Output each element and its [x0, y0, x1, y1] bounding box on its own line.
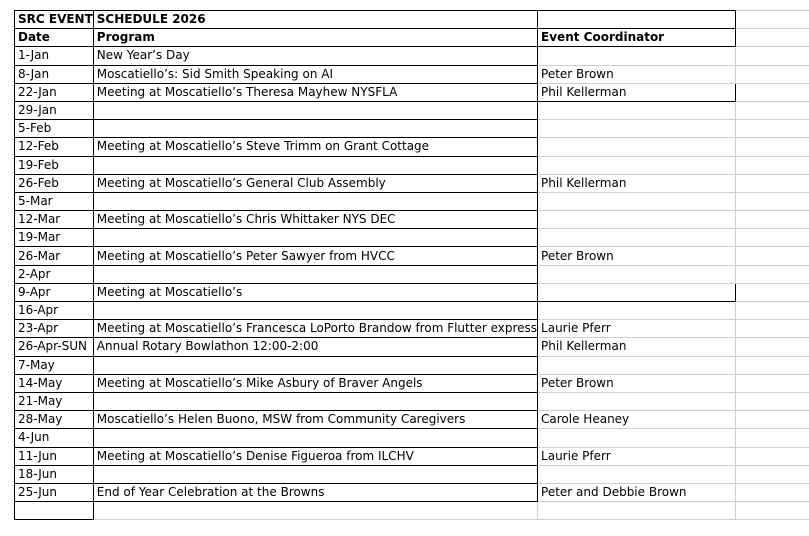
program-cell[interactable]: Moscatiello’s: Sid Smith Speaking on AI	[93, 65, 537, 83]
table-row	[15, 465, 809, 483]
table-row	[15, 247, 809, 265]
date-cell[interactable]: 8-Jan	[15, 65, 94, 83]
table-row	[15, 47, 809, 65]
extra-cell[interactable]	[736, 392, 809, 410]
table-row	[15, 447, 809, 465]
program-cell[interactable]: New Year’s Day	[93, 47, 537, 65]
table-row	[15, 283, 809, 301]
date-cell[interactable]: 5-Feb	[15, 120, 94, 138]
program-cell[interactable]: Meeting at Moscatiello’s Steve Trimm on Grant Cottage	[93, 138, 537, 156]
table-row	[15, 302, 809, 320]
extra-cell[interactable]	[736, 502, 809, 520]
extra-cell[interactable]	[736, 374, 809, 392]
date-cell[interactable]: 5-Mar	[15, 192, 94, 210]
coordinator-cell[interactable]: Phil Kellerman	[538, 338, 736, 356]
extra-cell[interactable]	[736, 283, 809, 301]
coordinator-cell[interactable]	[538, 192, 736, 210]
program-cell[interactable]	[93, 229, 537, 247]
date-cell[interactable]: 21-May	[15, 392, 94, 410]
coordinator-cell[interactable]	[538, 156, 736, 174]
table-row	[15, 265, 809, 283]
date-cell[interactable]: 23-Apr	[15, 320, 94, 338]
extra-cell[interactable]	[736, 192, 809, 210]
extra-cell[interactable]	[736, 47, 809, 65]
date-cell[interactable]: 26-Apr-SUN	[15, 338, 94, 356]
coordinator-cell[interactable]	[538, 211, 736, 229]
table-row	[15, 174, 809, 192]
title-row	[15, 11, 809, 29]
coordinator-cell[interactable]	[538, 502, 736, 520]
date-cell[interactable]: 26-Feb	[15, 174, 94, 192]
program-cell[interactable]: Meeting at Moscatiello’s Peter Sawyer from HVCC	[93, 247, 537, 265]
coordinator-cell[interactable]	[538, 265, 736, 283]
extra-cell[interactable]	[736, 356, 809, 374]
coordinator-cell[interactable]: Carole Heaney	[538, 411, 736, 429]
date-cell[interactable]: 4-Jun	[15, 429, 94, 447]
coordinator-cell[interactable]	[538, 356, 736, 374]
extra-cell[interactable]	[736, 11, 809, 29]
title-cell-a[interactable]: SRC EVENT	[15, 11, 94, 29]
header-coordinator[interactable]: Event Coordinator	[538, 29, 736, 47]
program-cell[interactable]	[93, 502, 537, 520]
table-row	[15, 411, 809, 429]
date-cell[interactable]: 7-May	[15, 356, 94, 374]
program-cell[interactable]: Meeting at Moscatiello’s Chris Whittaker NYS DEC	[93, 211, 537, 229]
coordinator-cell[interactable]: Laurie Pferr	[538, 320, 736, 338]
date-cell[interactable]: 28-May	[15, 411, 94, 429]
program-cell[interactable]: Meeting at Moscatiello’s Denise Figueroa from ILCHV	[93, 447, 537, 465]
program-cell[interactable]: Meeting at Moscatiello’s Theresa Mayhew NYSFLA	[93, 83, 537, 101]
table-row	[15, 356, 809, 374]
table-row	[15, 101, 809, 119]
date-cell[interactable]: 12-Feb	[15, 138, 94, 156]
extra-cell[interactable]	[736, 65, 809, 83]
table-row	[15, 83, 809, 101]
extra-cell[interactable]	[736, 447, 809, 465]
date-cell[interactable]: 25-Jun	[15, 483, 94, 501]
extra-cell[interactable]	[736, 411, 809, 429]
program-cell[interactable]	[93, 465, 537, 483]
coordinator-cell[interactable]	[538, 429, 736, 447]
date-cell[interactable]: 22-Jan	[15, 83, 94, 101]
table-row	[15, 429, 809, 447]
date-cell[interactable]: 11-Jun	[15, 447, 94, 465]
program-cell[interactable]	[93, 429, 537, 447]
coordinator-cell[interactable]	[538, 120, 736, 138]
table-row	[15, 156, 809, 174]
program-cell[interactable]: Meeting at Moscatiello’s	[93, 283, 537, 301]
extra-cell[interactable]	[736, 156, 809, 174]
program-cell[interactable]: Annual Rotary Bowlathon 12:00-2:00	[93, 338, 537, 356]
program-cell[interactable]	[93, 356, 537, 374]
table-row	[15, 65, 809, 83]
date-cell[interactable]	[15, 502, 94, 520]
table-row	[15, 483, 809, 501]
coordinator-cell[interactable]: Peter and Debbie Brown	[538, 483, 736, 501]
table-row	[15, 320, 809, 338]
table-row	[15, 120, 809, 138]
program-cell[interactable]: Meeting at Moscatiello’s Francesca LoPorto Brandow from Flutter express	[93, 320, 537, 338]
table-row	[15, 374, 809, 392]
coordinator-cell[interactable]: Peter Brown	[538, 374, 736, 392]
extra-cell[interactable]	[736, 320, 809, 338]
title-cell-b[interactable]: SCHEDULE 2026	[93, 11, 537, 29]
date-cell[interactable]: 12-Mar	[15, 211, 94, 229]
date-cell[interactable]: 9-Apr	[15, 283, 94, 301]
header-program[interactable]: Program	[93, 29, 537, 47]
extra-cell[interactable]	[736, 302, 809, 320]
extra-cell[interactable]	[736, 229, 809, 247]
coordinator-cell[interactable]	[538, 302, 736, 320]
date-cell[interactable]: 29-Jan	[15, 101, 94, 119]
coordinator-cell[interactable]	[538, 138, 736, 156]
extra-cell[interactable]	[736, 120, 809, 138]
program-cell[interactable]	[93, 265, 537, 283]
extra-cell[interactable]	[736, 265, 809, 283]
extra-cell[interactable]	[736, 338, 809, 356]
program-cell[interactable]: Moscatiello’s Helen Buono, MSW from Community Caregivers	[93, 411, 537, 429]
date-cell[interactable]: 2-Apr	[15, 265, 94, 283]
date-cell[interactable]: 19-Feb	[15, 156, 94, 174]
date-cell[interactable]: 18-Jun	[15, 465, 94, 483]
program-cell[interactable]	[93, 192, 537, 210]
extra-cell[interactable]	[736, 83, 809, 101]
coordinator-cell[interactable]	[538, 392, 736, 410]
coordinator-cell[interactable]: Phil Kellerman	[538, 174, 736, 192]
program-cell[interactable]	[93, 120, 537, 138]
extra-cell[interactable]	[736, 211, 809, 229]
table-row	[15, 211, 809, 229]
date-cell[interactable]: 14-May	[15, 374, 94, 392]
coordinator-cell[interactable]	[538, 283, 736, 301]
extra-cell[interactable]	[736, 483, 809, 501]
table-row	[15, 192, 809, 210]
extra-cell[interactable]	[736, 247, 809, 265]
table-row	[15, 138, 809, 156]
program-cell[interactable]: Meeting at Moscatiello’s Mike Asbury of Braver Angels	[93, 374, 537, 392]
program-cell[interactable]: Meeting at Moscatiello’s General Club Assembly	[93, 174, 537, 192]
extra-cell[interactable]	[736, 101, 809, 119]
date-cell[interactable]: 19-Mar	[15, 229, 94, 247]
date-cell[interactable]: 16-Apr	[15, 302, 94, 320]
coordinator-cell[interactable]: Laurie Pferr	[538, 447, 736, 465]
schedule-sheet	[14, 10, 809, 520]
header-date[interactable]: Date	[15, 29, 94, 47]
table-row	[15, 229, 809, 247]
table-row	[15, 392, 809, 410]
coordinator-cell[interactable]: Peter Brown	[538, 65, 736, 83]
title-cell-c[interactable]	[538, 11, 736, 29]
coordinator-cell[interactable]	[538, 229, 736, 247]
program-cell[interactable]	[93, 302, 537, 320]
date-cell[interactable]: 26-Mar	[15, 247, 94, 265]
coordinator-cell[interactable]	[538, 47, 736, 65]
date-cell[interactable]: 1-Jan	[15, 47, 94, 65]
header-row	[15, 29, 809, 47]
program-cell[interactable]: End of Year Celebration at the Browns	[93, 483, 537, 501]
extra-cell[interactable]	[736, 29, 809, 47]
coordinator-cell[interactable]	[538, 465, 736, 483]
program-cell[interactable]	[93, 101, 537, 119]
coordinator-cell[interactable]: Phil Kellerman	[538, 83, 736, 101]
coordinator-cell[interactable]: Peter Brown	[538, 247, 736, 265]
program-cell[interactable]	[93, 156, 537, 174]
table-row	[15, 338, 809, 356]
extra-cell[interactable]	[736, 138, 809, 156]
extra-cell[interactable]	[736, 465, 809, 483]
extra-cell[interactable]	[736, 174, 809, 192]
coordinator-cell[interactable]	[538, 101, 736, 119]
table-row	[15, 502, 809, 520]
extra-cell[interactable]	[736, 429, 809, 447]
program-cell[interactable]	[93, 392, 537, 410]
